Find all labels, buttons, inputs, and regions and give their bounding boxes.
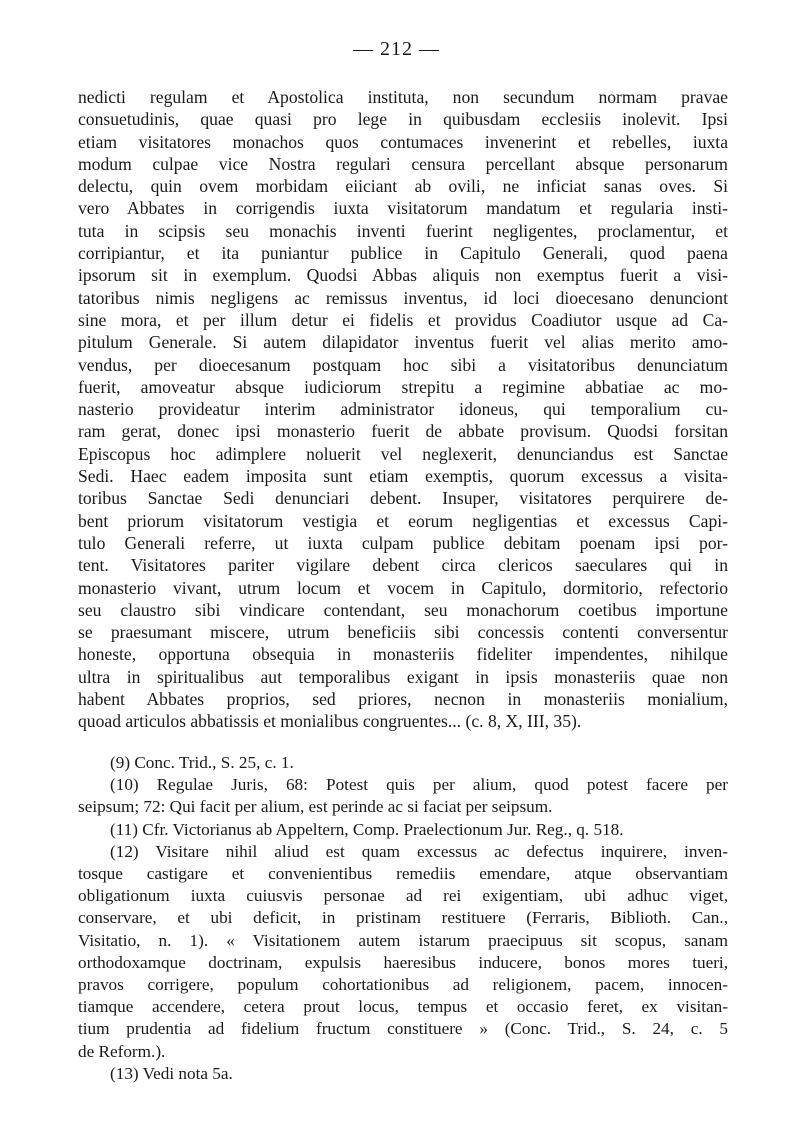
body-line: tuta in scipsis seu monachis inventi fuerint negligentes, proclamentur, et — [78, 220, 728, 241]
body-line: quoad articulos abbatissis et monialibus congruentes... (c. 8, X, III, 35). — [78, 711, 582, 732]
body-line: etiam visitatores monachos quos contumaces invenerint et rebelles, iuxta — [78, 131, 728, 152]
body-line: vendus, per dioecesanum postquam hoc sibi a visitatoribus denunciatum — [78, 354, 728, 375]
body-line: modum culpae vice Nostra regulari censura percellant absque personarum — [78, 153, 728, 174]
footnote-line: Visitatio, n. 1). « Visitationem autem istarum praecipuus sit scopus, sanam — [78, 930, 728, 950]
body-text — [78, 86, 728, 733]
body-line: sine mora, et per illum detur ei fidelis et providus Coadiutor usque ad Ca- — [78, 309, 728, 330]
footnote-line: (11) Cfr. Victorianus ab Appeltern, Comp. Praelectionum Jur. Reg., q. 518. — [110, 819, 624, 839]
footnote-line: conservare, et ubi deficit, in pristinam restituere (Ferraris, Biblioth. Can., — [78, 908, 728, 928]
body-line: pitulum Generale. Si autem dilapidator inventus fuerit vel alias merito amo- — [78, 332, 728, 353]
footnote-line: orthodoxamque doctrinam, expulsis haeresibus inducere, bonos mores tueri, — [78, 952, 728, 972]
body-line: tent. Visitatores pariter vigilare debent circa clericos saeculares qui in — [78, 555, 728, 576]
body-line: tulo Generali referre, ut iuxta culpam publice debitam poenam ipsi por- — [78, 532, 728, 553]
body-line: ipsorum sit in exemplum. Quodsi Abbas aliquis non exemptus fuerit a visi- — [78, 265, 728, 286]
body-line: delectu, quin ovem morbidam eiiciant ab ovili, ne inficiat sanas oves. Si — [78, 176, 728, 197]
footnote-line: tosque castigare et convenientibus remediis emendare, atque observantiam — [78, 864, 728, 884]
body-line: Episcopus hoc adimplere noluerit vel neglexerit, denunciandus est Sanctae — [78, 443, 728, 464]
footnote-line: tiamque accendere, cetera prout locus, tempus et occasio feret, ex visitan- — [78, 997, 728, 1017]
footnote-line: de Reform.). — [78, 1041, 166, 1061]
body-line: tatoribus nimis negligens ac remissus inventus, id loci dioecesano denunciont — [78, 287, 728, 308]
body-line: honeste, opportuna obsequia in monasteriis fideliter impendentes, nihilque — [78, 644, 728, 665]
body-line: Sedi. Haec eadem imposita sunt etiam exemptis, quorum excessus a visita- — [78, 466, 728, 487]
body-line: ram gerat, donec ipsi monasterio fuerit de abbate provisum. Quodsi forsitan — [78, 421, 728, 442]
body-line: nedicti regulam et Apostolica instituta, non secundum normam pravae — [78, 87, 728, 107]
body-line: toribus Sanctae Sedi denunciari debent. Insuper, visitatores perquirere de- — [78, 488, 728, 509]
body-line: monasterio vivant, utrum locum et vocem in Capitulo, dormitorio, refectorio — [78, 577, 728, 598]
body-line: habent Abbates proprios, sed priores, necnon in monasteriis monialium, — [78, 689, 728, 710]
body-line: se praesumant miscere, utrum beneficiis sibi concessis contenti conversentur — [78, 622, 728, 643]
body-line: nasterio provideatur interim administrator idoneus, qui temporalium cu- — [78, 399, 728, 420]
footnote-line: (12) Visitare nihil aliud est quam excessus ac defectus inquirere, inven- — [110, 841, 728, 861]
footnote-line: tium prudentia ad fidelium fructum constituere » (Conc. Trid., S. 24, c. 5 — [78, 1019, 728, 1039]
body-line: consuetudinis, quae quasi pro lege in quibusdam ecclesiis inolevit. Ipsi — [78, 109, 728, 130]
footnote-line: pravos corrigere, populum cohortationibus ad religionem, pacem, innocen- — [78, 975, 728, 995]
footnote-line: (10) Regulae Juris, 68: Potest quis per alium, quod potest facere per — [110, 775, 728, 795]
body-line: seu claustro sibi vindicare contendant, seu monachorum coetibus importune — [78, 599, 728, 620]
footnote-line: (13) Vedi nota 5a. — [110, 1063, 233, 1083]
footnote-line: seipsum; 72: Qui facit per alium, est perinde ac si faciat per seipsum. — [78, 797, 553, 817]
body-line: bent priorum visitatorum vestigia et eorum negligentias et excessus Capi- — [78, 510, 728, 531]
footnotes — [78, 752, 728, 1085]
footnote-line: obligationum iuxta cuiusvis personae ad rei exigentiam, ubi adhuc viget, — [78, 886, 728, 906]
page-number: — 212 — — [353, 38, 440, 60]
body-line: fuerit, amoveatur absque iudiciorum strepitu a regimine abbatiae ac mo- — [78, 376, 728, 397]
body-line: corripiantur, et ita puniantur publice in Capitulo Generali, quod paena — [78, 243, 728, 264]
body-line: vero Abbates in corrigendis iuxta visitatorum mandatum et regularia insti- — [78, 198, 728, 219]
footnote-line: (9) Conc. Trid., S. 25, c. 1. — [110, 753, 294, 772]
body-line: ultra in spiritualibus aut temporalibus exigant in ipsis monasteriis quae non — [78, 666, 728, 687]
